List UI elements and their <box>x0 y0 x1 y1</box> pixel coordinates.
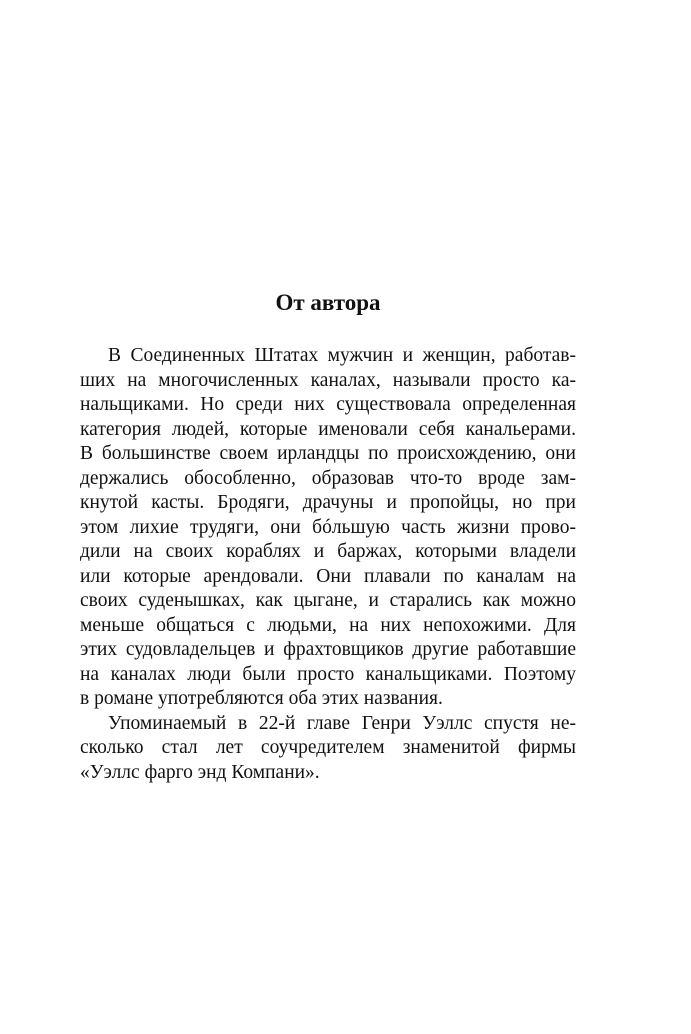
text-line: кнутой касты. Бродяги, драчуны и пропойцы, но при <box>80 492 576 513</box>
text-line: нальщиками. Но среди них существовала определенная <box>80 394 576 415</box>
text-line: меньше общаться с людьми, на них непохожими. Для <box>80 614 576 636</box>
text-line: В Соединенных Штатах мужчин и женщин, работав- <box>108 345 576 366</box>
body-text <box>80 344 576 785</box>
text-line: или которые арендовали. Они плавали по каналам на <box>80 565 576 587</box>
text-line: В большинстве своем ирландцы по происхождению, они <box>80 443 576 464</box>
text-line: ших на многочисленных каналах, называли просто ка- <box>80 369 576 391</box>
text-line: в романе употребляются оба этих названия. <box>80 688 443 709</box>
text-line: своих суденышках, как цыгане, и старались как можно <box>80 590 576 611</box>
text-line: «Уэллс фарго энд Компани». <box>80 761 320 783</box>
text-line: дили на своих кораблях и баржах, которыми владели <box>80 541 576 562</box>
paragraph-1 <box>80 344 576 712</box>
paragraph-2 <box>80 712 576 786</box>
text-line: этом лихие трудяги, они бóльшую часть жизни прово- <box>80 516 576 538</box>
text-line: Упоминаемый в 22-й главе Генри Уэллс спустя не- <box>108 712 576 734</box>
text-line: сколько стал лет соучредителем знаменитой фирмы <box>80 737 576 758</box>
text-line: держались обособленно, образовав что-то вроде зам- <box>80 467 576 489</box>
text-line: на каналах люди были просто канальщиками. Поэтому <box>80 663 576 685</box>
text-line: категория людей, которые именовали себя канальерами. <box>80 418 576 440</box>
text-line: этих судовладельцев и фрахтовщиков другие работавшие <box>80 639 576 660</box>
chapter-heading: От автора <box>275 290 381 315</box>
